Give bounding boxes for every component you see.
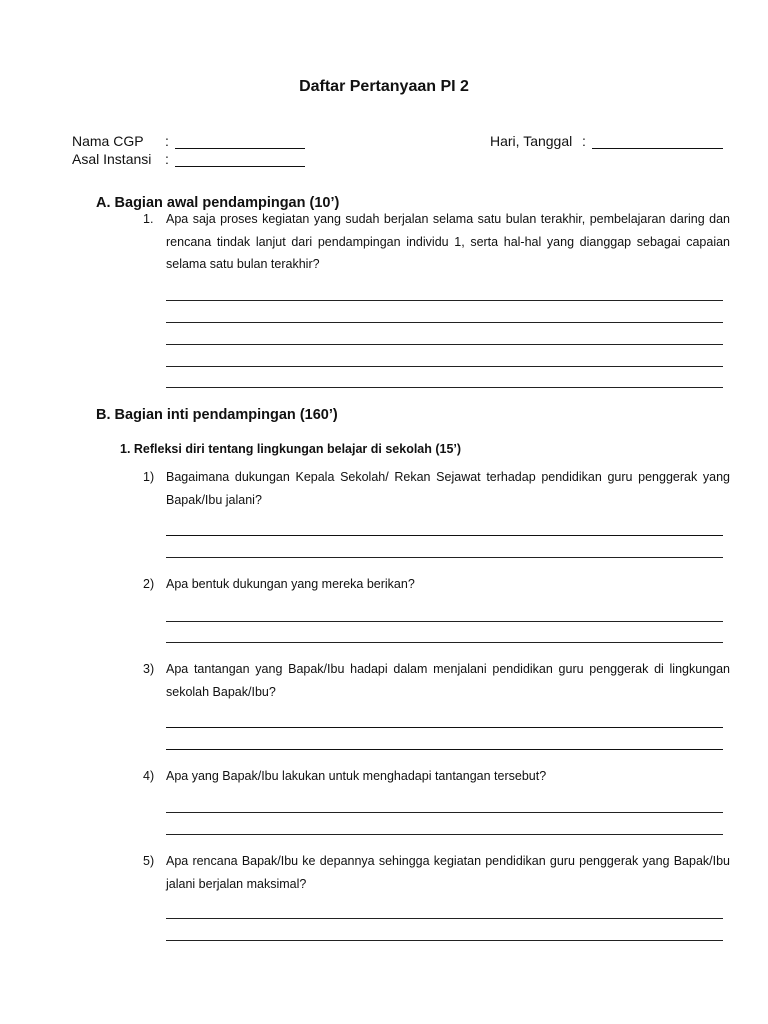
question-number: 5) (143, 854, 155, 868)
field-label: Asal Instansi (72, 151, 152, 167)
question-text: Apa bentuk dukungan yang mereka berikan? (166, 577, 415, 591)
field-colon: : (165, 133, 169, 149)
answer-line[interactable] (166, 642, 723, 643)
answer-line[interactable] (166, 322, 723, 323)
question-text: Apa yang Bapak/Ibu lakukan untuk menghadapi tantangan tersebut? (166, 769, 547, 783)
asal-instansi-blank-line[interactable] (175, 166, 305, 167)
section-b-subheading: 1. Refleksi diri tentang lingkungan belajar di sekolah (15’) (120, 442, 462, 456)
answer-line[interactable] (166, 300, 723, 301)
answer-line[interactable] (166, 366, 723, 367)
answer-line[interactable] (166, 940, 723, 941)
question-text: Apa tantangan yang Bapak/Ibu hadapi dalam menjalani pendidikan guru penggerak di lingkungan sekolah Bapak/Ibu? (166, 662, 730, 699)
question-text: Bagaimana dukungan Kepala Sekolah/ Rekan Sejawat terhadap pendidikan guru penggerak yang Bapak/Ibu jalani? (166, 470, 730, 507)
question-text: Apa rencana Bapak/Ibu ke depannya sehingga kegiatan pendidikan guru penggerak yang Bapak/Ibu jalani berjalan maksimal? (166, 854, 730, 891)
question-number: 3) (143, 662, 155, 676)
answer-line[interactable] (166, 727, 723, 728)
answer-line[interactable] (166, 557, 723, 558)
question-number: 4) (143, 769, 155, 783)
field-label: Hari, Tanggal (490, 133, 573, 149)
field-colon: : (582, 133, 586, 149)
answer-line[interactable] (166, 812, 723, 813)
question-number: 2) (143, 577, 155, 591)
answer-line[interactable] (166, 387, 723, 388)
field-label: Nama CGP (72, 133, 144, 149)
answer-line[interactable] (166, 344, 723, 345)
question-text: Apa saja proses kegiatan yang sudah berjalan selama satu bulan terakhir, pembelajaran daring dan rencana tindak lanjut dari pendampingan individu 1, serta hal-hal yang dianggap sebagai capaian selama satu bulan terakhir? (166, 212, 730, 271)
document-title: Daftar Pertanyaan PI 2 (299, 78, 469, 95)
field-colon: : (165, 151, 169, 167)
question-number: 1. (143, 212, 154, 226)
question-number: 1) (143, 470, 155, 484)
answer-line[interactable] (166, 749, 723, 750)
nama-cgp-blank-line[interactable] (175, 148, 305, 149)
hari-tanggal-blank-line[interactable] (592, 148, 723, 149)
answer-line[interactable] (166, 834, 723, 835)
answer-line[interactable] (166, 918, 723, 919)
section-b-heading: B. Bagian inti pendampingan (160’) (96, 407, 338, 423)
section-a-heading: A. Bagian awal pendampingan (10’) (96, 195, 340, 211)
answer-line[interactable] (166, 535, 723, 536)
answer-line[interactable] (166, 621, 723, 622)
